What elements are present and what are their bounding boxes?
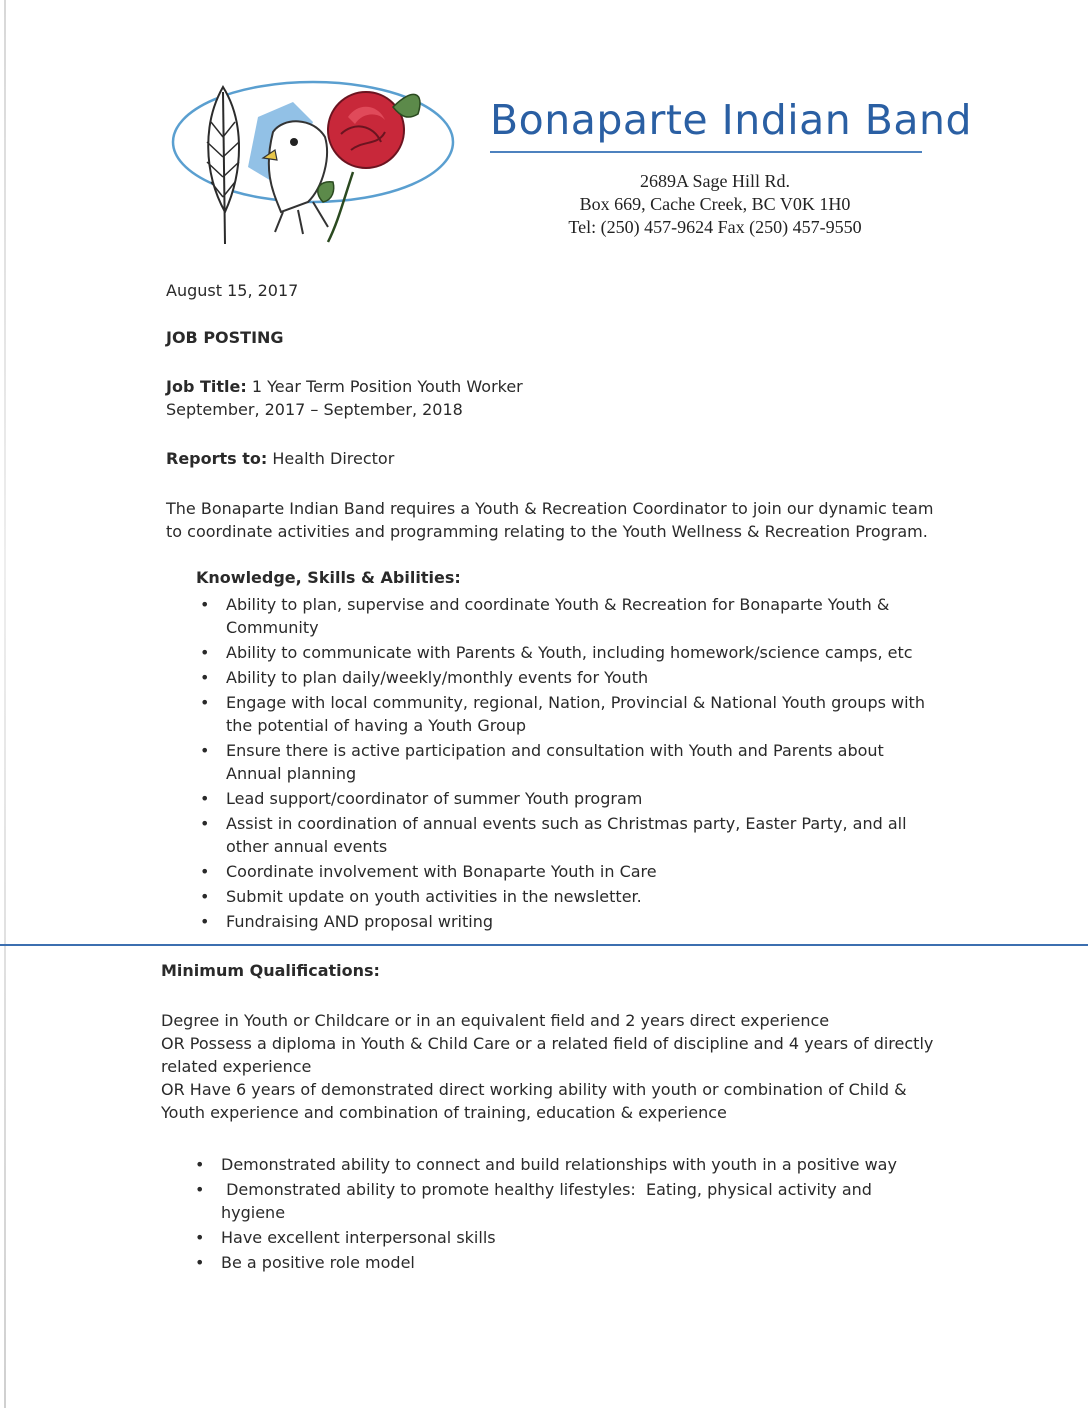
scan-edge [4,0,6,1408]
bullet-icon: • [200,912,210,931]
ksa-item-text: Lead support/coordinator of summer Youth program [226,789,643,808]
reports-to-line [166,449,394,468]
reports-to-label: Reports to: [166,449,268,468]
header-divider [490,151,922,153]
address-street: 2689A Sage Hill Rd. [639,171,790,191]
qualification-item-text: Demonstrated ability to connect and build relationships with youth in a positive way [221,1155,897,1174]
list-item [195,1226,901,1249]
list-item [200,910,926,933]
qualification-line-1: Degree in Youth or Childcare or in an equivalent field and 2 years direct experience [161,1011,830,1030]
ksa-item-text: Submit update on youth activities in the newsletter. [226,887,642,906]
ksa-item-text: Assist in coordination of annual events such as Christmas party, Easter Party, and all other annual events [226,814,907,856]
qualification-item-text: Have excellent interpersonal skills [221,1228,496,1247]
qualifications-heading: Minimum Qualifications: [161,961,380,980]
ksa-item-text: Ability to plan daily/weekly/monthly events for Youth [226,668,649,687]
qualification-line-3: OR Have 6 years of demonstrated direct working ability with youth or combination of Child & Youth experience and combination of training, education & experience [161,1080,907,1122]
bullet-icon: • [200,887,210,906]
bullet-icon: • [200,789,210,808]
list-item [200,691,926,737]
bullet-icon: • [195,1155,205,1174]
address-phone-fax: Tel: (250) 457-9624 Fax (250) 457-9550 [568,217,862,237]
bullet-icon: • [195,1228,205,1247]
list-item [200,787,926,810]
qualification-item-text: Be a positive role model [221,1253,415,1272]
list-item [195,1251,901,1274]
list-item [200,812,926,858]
ksa-list [200,593,926,935]
job-title-value: 1 Year Term Position Youth Worker [246,377,523,396]
intro-paragraph: The Bonaparte Indian Band requires a Youth & Recreation Coordinator to join our dynamic team to coordinate activities and programming relating to the Youth Wellness & Recreation Program. [166,499,934,541]
list-item [200,641,926,664]
bullet-icon: • [195,1180,205,1199]
bullet-icon: • [200,595,210,614]
list-item [195,1178,901,1224]
bullet-icon: • [200,814,210,833]
list-item [200,885,926,908]
list-item [200,739,926,785]
qualification-line-2: OR Possess a diploma in Youth & Child Care or a related field of discipline and 4 years of directly related experience [161,1034,934,1076]
ksa-item-text: Engage with local community, regional, Nation, Provincial & National Youth groups with the potential of having a Youth Group [226,693,925,735]
bullet-icon: • [200,693,210,712]
list-item [200,666,926,689]
ksa-heading: Knowledge, Skills & Abilities: [196,568,461,587]
letter-date: August 15, 2017 [166,281,299,300]
qualification-item-text: Demonstrated ability to promote healthy lifestyles: Eating, physical activity and hygiene [221,1180,878,1222]
bullet-icon: • [195,1253,205,1272]
job-title-label: Job Title: [166,377,247,396]
job-title-line [166,377,523,396]
ksa-item-text: Coordinate involvement with Bonaparte Youth in Care [226,862,657,881]
bullet-icon: • [200,862,210,881]
address-block [500,170,930,239]
term-dates: September, 2017 – September, 2018 [166,400,463,419]
list-item [195,1153,901,1176]
list-item [200,593,926,639]
ksa-item-text: Ability to communicate with Parents & Youth, including homework/science camps, etc [226,643,913,662]
qualifications-list [195,1153,901,1276]
reports-to-value: Health Director [267,449,395,468]
section-divider [0,944,1088,946]
band-logo [163,62,458,247]
ksa-item-text: Ability to plan, supervise and coordinate Youth & Recreation for Bonaparte Youth & Community [226,595,890,637]
ksa-item-text: Fundraising AND proposal writing [226,912,493,931]
job-posting-heading: JOB POSTING [166,328,284,347]
bullet-icon: • [200,668,210,687]
bullet-icon: • [200,741,210,760]
address-box: Box 669, Cache Creek, BC V0K 1H0 [579,194,851,214]
bullet-icon: • [200,643,210,662]
organization-name: Bonaparte Indian Band [490,96,973,144]
ksa-item-text: Ensure there is active participation and consultation with Youth and Parents about Annual planning [226,741,884,783]
list-item [200,860,926,883]
